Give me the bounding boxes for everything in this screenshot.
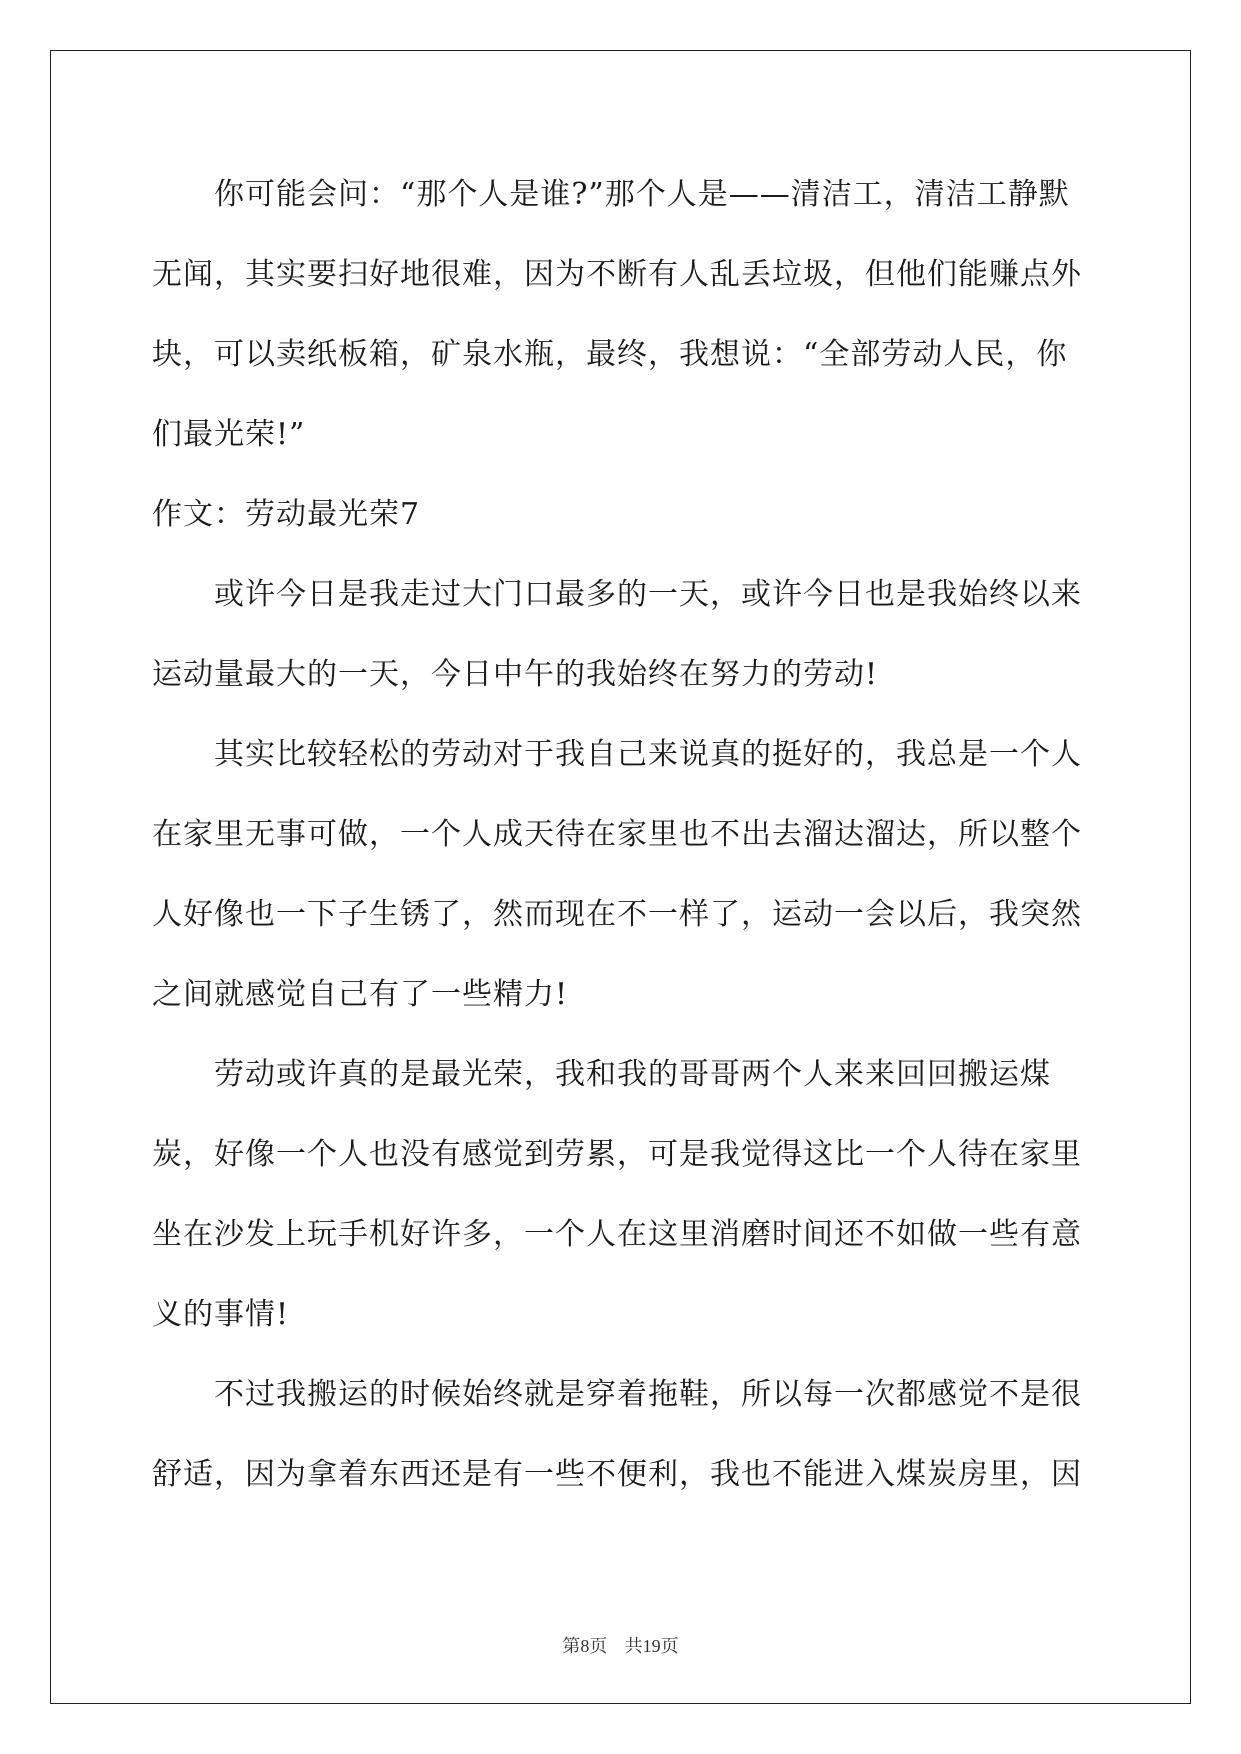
paragraph-4: 劳动或许真的是最光荣，我和我的哥哥两个人来来回回搬运煤炭，好像一个人也没有感觉到劳累，可是我觉得这比一个人待在家里坐在沙发上玩手机好许多，一个人在这里消磨时间还不如做一些有意义的事情! (152, 1057, 1082, 1332)
footer-page-suffix: 页 (589, 1636, 608, 1657)
paragraph-1: 你可能会问：“那个人是谁?”那个人是——清洁工，清洁工静默无闻，其实要扫好地很难，因为不断有人乱丢垃圾，但他们能赚点外块，可以卖纸板箱，矿泉水瓶，最终，我想说：“全部劳动人民，你们最光荣!” (152, 177, 1082, 452)
paragraph-2: 或许今日是我走过大门口最多的一天，或许今日也是我始终以来运动量最大的一天，今日中午的我始终在努力的劳动! (152, 577, 1082, 692)
section-heading: 作文：劳动最光荣7 (152, 497, 421, 532)
footer-total-suffix: 页 (660, 1636, 679, 1657)
footer-total-pages: 19 (642, 1636, 661, 1656)
footer-total-prefix: 共 (624, 1636, 643, 1657)
document-body (152, 155, 1092, 1515)
paragraph-3: 其实比较轻松的劳动对于我自己来说真的挺好的，我总是一个人在家里无事可做，一个人成天待在家里也不出去溜达溜达，所以整个人好像也一下子生锈了，然而现在不一样了，运动一会以后，我突然之间就感觉自己有了一些精力! (152, 737, 1082, 1012)
footer-prefix: 第 (562, 1636, 581, 1657)
paragraph-5: 不过我搬运的时候始终就是穿着拖鞋，所以每一次都感觉不是很舒适，因为拿着东西还是有一些不便利，我也不能进入煤炭房里，因 (152, 1377, 1082, 1492)
footer-page-number: 8 (580, 1636, 590, 1656)
page-footer (0, 1632, 1241, 1658)
